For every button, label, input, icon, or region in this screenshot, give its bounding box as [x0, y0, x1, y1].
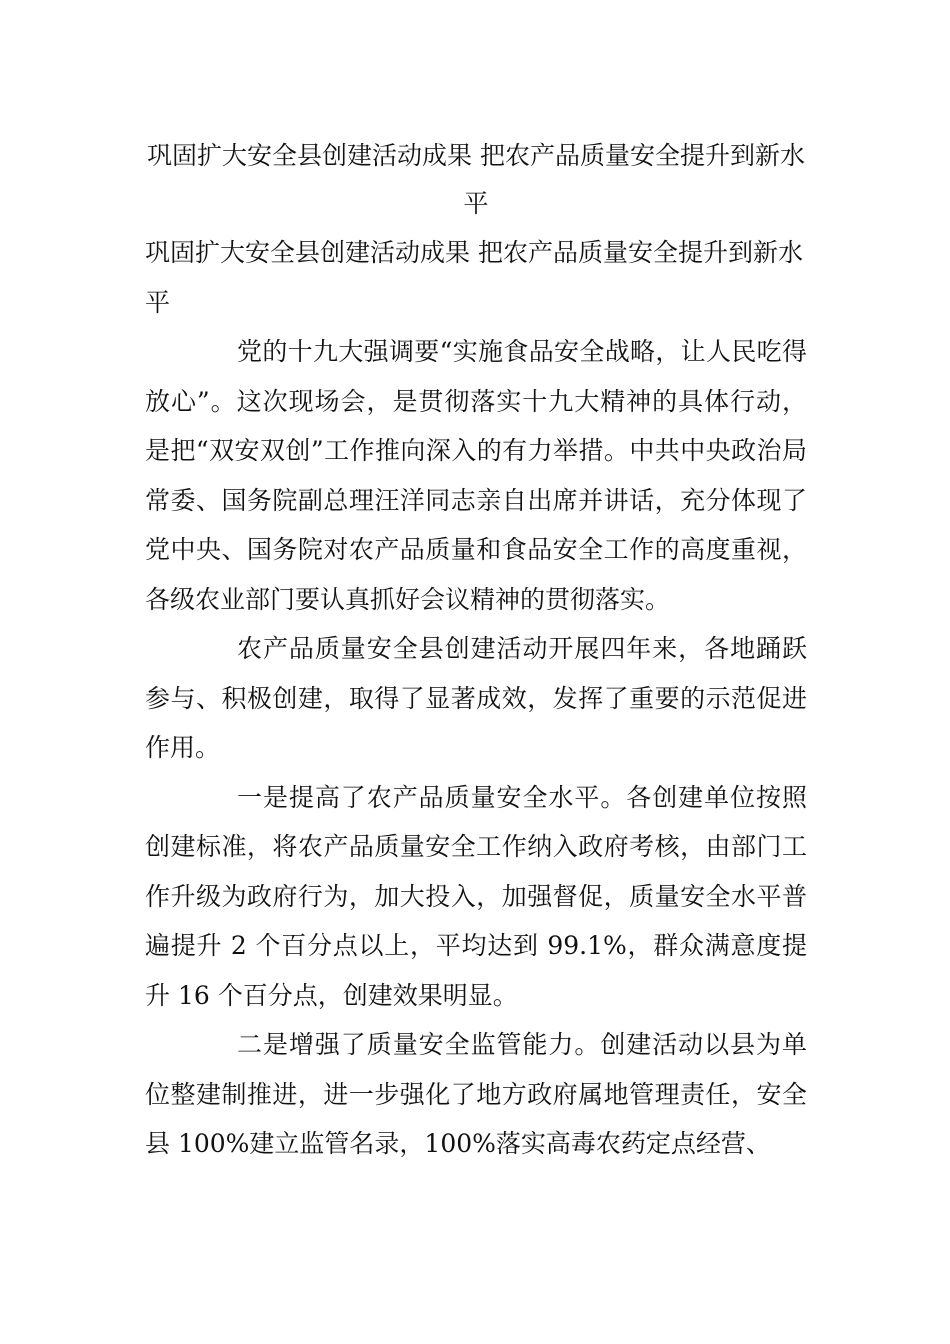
- document-body: [145, 132, 807, 1169]
- paragraph-intro: 党的十九大强调要“实施食品安全战略，让人民吃得放心”。这次现场会，是贯彻落实十九大精神的具体行动，是把“双安双创”工作推向深入的有力举措。中共中央政治局常委、国务院副总理汪洋同志亲自出席并讲话，充分体现了党中央、国务院对农产品质量和食品安全工作的高度重视，各级农业部门要认真抓好会议精神的贯彻落实。: [145, 337, 807, 614]
- paragraph-point-two: 二是增强了质量安全监管能力。创建活动以县为单位整建制推进，进一步强化了地方政府属地管理责任，安全县 100%建立监管名录，100%落实高毒农药定点经营、: [145, 1030, 807, 1158]
- document-title: 巩固扩大安全县创建活动成果 把农产品质量安全提升到新水平: [147, 141, 805, 218]
- document-subtitle: 巩固扩大安全县创建活动成果 把农产品质量安全提升到新水平: [145, 238, 803, 317]
- paragraph-point-one: 一是提高了农产品质量安全水平。各创建单位按照创建标准，将农产品质量安全工作纳入政府考核，由部门工作升级为政府行为，加大投入，加强督促，质量安全水平普遍提升 2 个百分点以上，平均达到 99.1%，群众满意度提升 16 个百分点，创建效果明显。: [145, 782, 807, 1010]
- paragraph-achievements: 农产品质量安全县创建活动开展四年来，各地踊跃参与、积极创建，取得了显著成效，发挥了重要的示范促进作用。: [145, 634, 807, 762]
